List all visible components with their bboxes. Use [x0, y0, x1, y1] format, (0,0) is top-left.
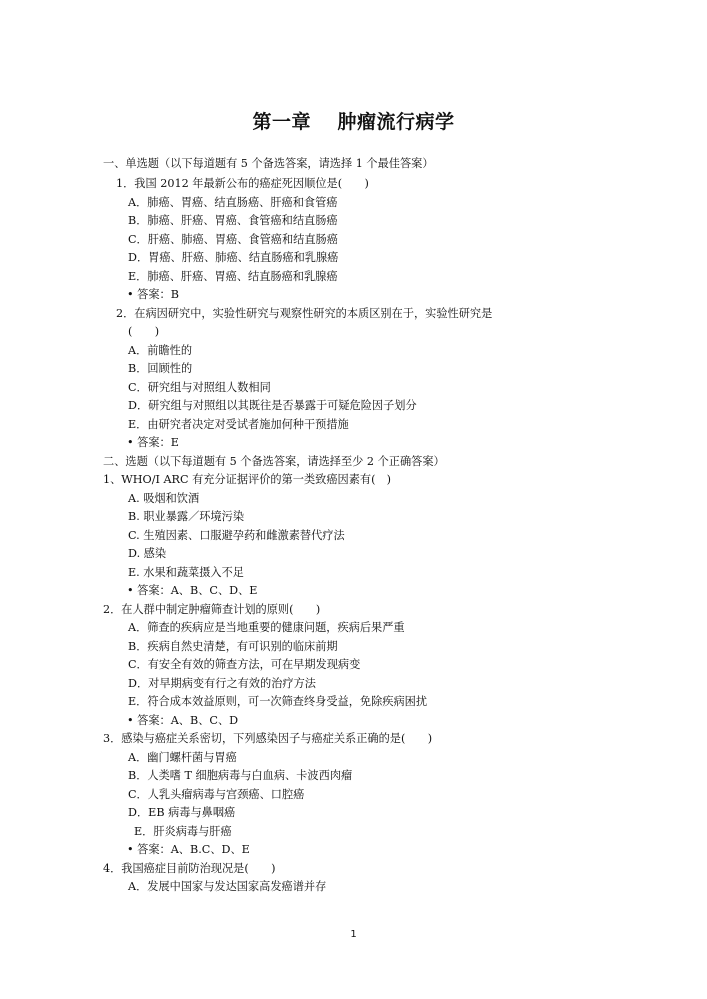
page-number: 1	[350, 929, 357, 940]
option: B．回顾性的	[128, 362, 193, 375]
question-stem: 2．在病因研究中，实验性研究与观察性研究的本质区别在于，实验性研究是	[116, 307, 493, 320]
option: A．发展中国家与发达国家高发癌谱并存	[128, 880, 327, 893]
option: E．符合成本效益原则，可一次筛查终身受益，免除疾病困扰	[128, 695, 428, 708]
option: A．筛查的疾病应是当地重要的健康问题，疾病后果严重	[128, 621, 405, 634]
chapter-title: 第一章 肿瘤流行病学	[252, 111, 455, 133]
option: D. 感染	[128, 547, 167, 560]
question-stem: 1、WHO/I ARC 有充分证据评价的第一类致癌因素有( )	[103, 473, 392, 486]
option: B．人类嗜 T 细胞病毒与白血病、卡波西肉瘤	[128, 769, 353, 782]
option: A. 吸烟和饮酒	[128, 492, 200, 505]
option: B. 职业暴露／环境污染	[128, 510, 245, 523]
answer: • 答案：A、B、C、D、E	[127, 584, 258, 597]
option: A．肺癌、胃癌、结直肠癌、肝癌和食管癌	[128, 196, 338, 209]
answer: • 答案：E	[127, 436, 179, 449]
question-stem: 4．我国癌症目前防治现况是( )	[103, 862, 276, 875]
question-stem: 3．感染与癌症关系密切，下列感染因子与癌症关系正确的是( )	[103, 732, 433, 745]
option: D．对早期病变有行之有效的治疗方法	[128, 677, 316, 690]
option: C．人乳头瘤病毒与宫颈癌、口腔癌	[128, 788, 305, 801]
question-stem: 1．我国 2012 年最新公布的癌症死因顺位是( )	[116, 177, 369, 190]
option: B．肺癌、肝癌、胃癌、食管癌和结直肠癌	[128, 214, 338, 227]
section-heading-multi: 二、选题（以下每道题有 5 个备选答案，请选择至少 2 个正确答案）	[103, 455, 445, 468]
option: C．研究组与对照组人数相同	[128, 381, 271, 394]
option: A．幽门螺杆菌与胃癌	[128, 751, 237, 764]
option: C．有安全有效的筛查方法，可在早期发现病变	[128, 658, 361, 671]
option: D．胃癌、肝癌、肺癌、结直肠癌和乳腺癌	[128, 251, 339, 264]
option: E．肝炎病毒与肝癌	[134, 825, 232, 838]
answer: • 答案：A、B、C、D	[127, 714, 239, 727]
option: C．肝癌、肺癌、胃癌、食管癌和结直肠癌	[128, 233, 338, 246]
option: E．由研究者决定对受试者施加何种干预措施	[128, 418, 349, 431]
question-stem: 2．在人群中制定肿瘤筛查计划的原则( )	[103, 603, 321, 616]
option: B．疾病自然史清楚，有可识别的临床前期	[128, 640, 338, 653]
option: C. 生殖因素、口服避孕药和雌激素替代疗法	[128, 529, 345, 542]
option: E．肺癌、肝癌、胃癌、结直肠癌和乳腺癌	[128, 270, 338, 283]
section-heading-single: 一、单选题（以下每道题有 5 个备选答案，请选择 1 个最佳答案）	[103, 157, 434, 170]
answer: • 答案：B	[127, 288, 179, 301]
option: D．研究组与对照组以其既往是否暴露于可疑危险因子划分	[128, 399, 417, 412]
option: A．前瞻性的	[128, 344, 193, 357]
question-stem-continuation: ( )	[128, 325, 160, 338]
option: E. 水果和蔬菜摄入不足	[128, 566, 244, 579]
option: D．EB 病毒与鼻咽癌	[128, 806, 236, 819]
answer: • 答案：A、B.C、D、E	[127, 843, 250, 856]
